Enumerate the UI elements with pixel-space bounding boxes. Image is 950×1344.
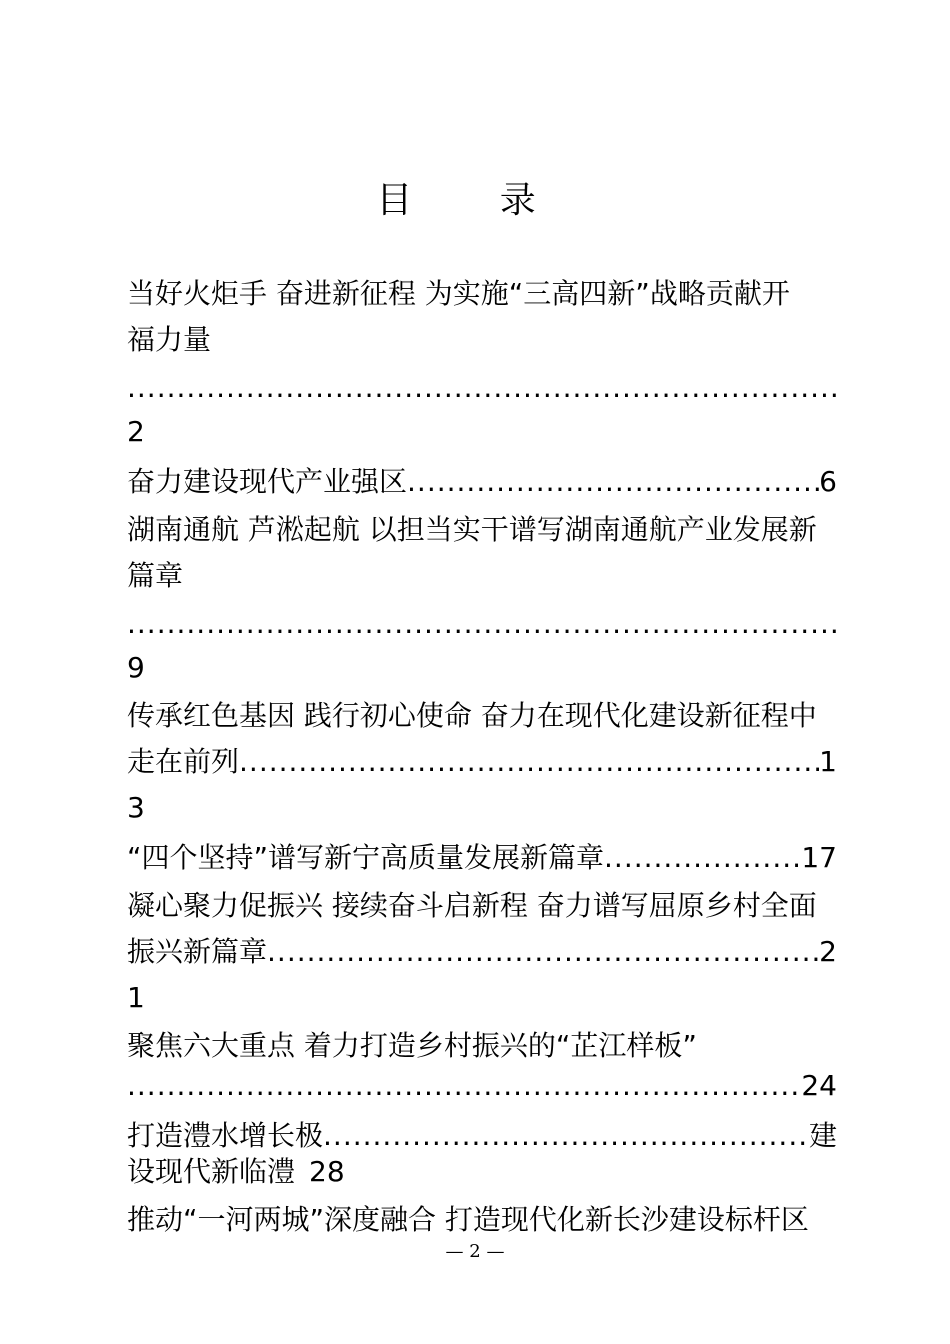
dot-leader [323,1116,809,1156]
toc-entry-1-page[interactable]: 2 [127,415,145,448]
toc-entry-6-page-part-2[interactable]: 1 [127,981,145,1014]
toc-entry-8-line-1[interactable] [127,1116,837,1156]
dot-leader [407,462,819,502]
toc-entry-6-line-1[interactable]: 凝心聚力促振兴 接续奋斗启新程 奋力谱写屈原乡村全面 [127,889,817,922]
toc-entry-8-line-2[interactable] [127,1152,837,1192]
toc-entry-2[interactable] [127,462,837,502]
toc-entry-8-title-end: 设现代新临澧 [127,1155,296,1188]
page-title: 目 录 [376,180,574,221]
toc-entry-6-title-end: 振兴新篇章 [127,935,268,968]
toc-entry-1-leader [127,368,837,408]
toc-entry-2-page: 6 [819,465,837,498]
dot-leader [127,604,837,644]
toc-entry-3-page[interactable]: 9 [127,651,145,684]
toc-entry-4-line-1[interactable]: 传承红色基因 践行初心使命 奋力在现代化建设新征程中 [127,699,817,732]
dot-leader [267,932,819,972]
toc-entry-5-page: 17 [801,841,837,874]
dot-leader [127,368,837,408]
toc-entry-3-leader [127,604,837,644]
toc-entry-7-title[interactable]: 聚焦六大重点 着力打造乡村振兴的“芷江样板” [127,1029,697,1062]
dot-leader [127,1066,801,1106]
page-number-footer: — 2 — [445,1241,505,1262]
toc-entry-4-page-part-1: 1 [819,745,837,778]
toc-entry-2-title: 奋力建设现代产业强区 [127,465,408,498]
toc-entry-5[interactable] [127,838,837,878]
toc-entry-6-line-2[interactable] [127,932,837,972]
toc-entry-4-line-2[interactable] [127,742,837,782]
toc-entry-3-line-2[interactable]: 篇章 [127,559,184,592]
toc-entry-7-page: 24 [801,1069,837,1102]
toc-entry-8-title: 打造澧水增长极 [127,1119,324,1152]
toc-entry-8-title-wrap: 建 [808,1119,837,1152]
toc-entry-8-page: 28 [309,1155,345,1188]
dot-leader [604,838,801,878]
toc-entry-6-page-part-1: 2 [819,935,837,968]
dot-leader [239,742,819,782]
toc-entry-3-line-1[interactable]: 湖南通航 芦淞起航 以担当实干谱写湖南通航产业发展新 [127,513,817,546]
toc-entry-7-leader[interactable] [127,1066,837,1106]
toc-entry-9-title[interactable]: 推动“一河两城”深度融合 打造现代化新长沙建设标杆区 [127,1203,809,1236]
toc-entry-1-line-1[interactable]: 当好火炬手 奋进新征程 为实施“三高四新”战略贡献开 [127,277,790,310]
toc-entry-5-title: “四个坚持”谱写新宁高质量发展新篇章 [127,841,605,874]
toc-entry-4-title-end: 走在前列 [127,745,240,778]
toc-entry-1-line-2[interactable]: 福力量 [127,323,212,356]
toc-entry-4-page-part-2[interactable]: 3 [127,791,145,824]
